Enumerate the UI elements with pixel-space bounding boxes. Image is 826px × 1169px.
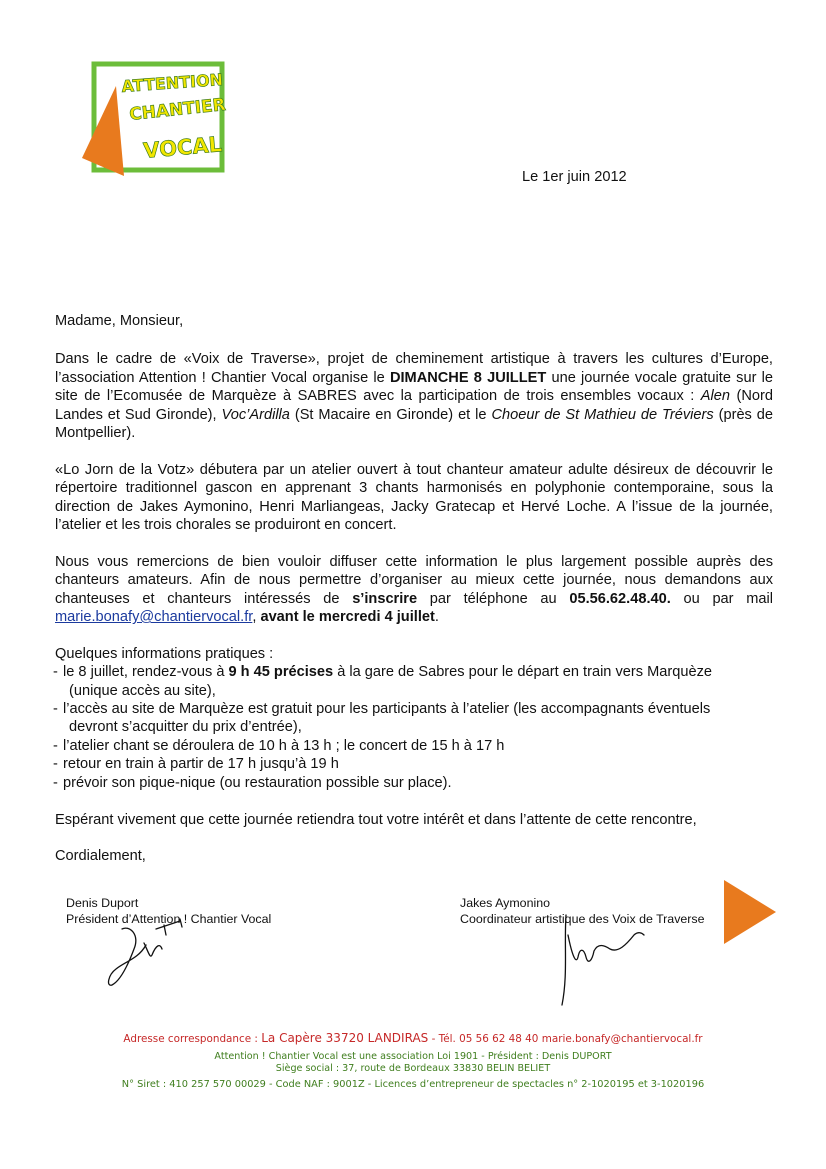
ensemble-alen: Alen bbox=[700, 388, 731, 405]
signer-name: Denis Duport bbox=[66, 896, 139, 910]
phone-number: 05.56.62.48.40. bbox=[569, 590, 671, 607]
greeting: Madame, Monsieur, bbox=[55, 313, 184, 329]
handwritten-signature-left bbox=[100, 915, 220, 995]
info-item: - retour en train à partir de 17 h jusqu’à 19 h bbox=[55, 755, 773, 773]
handwritten-signature-right bbox=[548, 905, 658, 1015]
p3-text-f: , bbox=[252, 609, 261, 626]
p1-text-i: (près de Montpellier). bbox=[55, 406, 774, 442]
info-item2-b: devront s’acquitter du prix d’entrée), bbox=[69, 719, 302, 736]
p1-text-a: Dans le cadre de «Voix de Traverse», projet de cheminement artistique à travers les cultures d’Europe, l’association Attention ! Chantier Vocal organise le bbox=[55, 351, 773, 386]
info-list bbox=[55, 663, 773, 792]
paragraph-registration bbox=[55, 553, 773, 627]
p1-text-e: (Nord Landes et Sud Gironde), bbox=[55, 388, 774, 423]
meeting-time: 9 h 45 précises bbox=[228, 664, 334, 681]
logo-graphic bbox=[82, 58, 250, 186]
footer-contact: - Tél. 05 56 62 48 40 marie.bonafy@chantiervocal.fr bbox=[428, 1033, 703, 1045]
p1-text-c: une journée vocale gratuite sur le site de l’Ecomusée de Marquèze à SABRES avec la participation de trois ensembles vocaux : bbox=[55, 369, 773, 405]
info-item1-c: à la gare de Sabres pour le départ en train vers Marquèze bbox=[333, 664, 713, 681]
register-keyword: s’inscrire bbox=[352, 590, 418, 607]
letter-date: Le 1er juin 2012 bbox=[522, 169, 627, 185]
email-link[interactable]: marie.bonafy@chantiervocal.fr bbox=[55, 609, 253, 626]
info-item1-d: (unique accès au site), bbox=[69, 682, 216, 699]
info-item bbox=[55, 663, 773, 700]
association-logo bbox=[82, 58, 250, 186]
deadline: avant le mercredi 4 juillet bbox=[260, 609, 435, 626]
p3-text-h: . bbox=[434, 609, 439, 626]
p1-event-date: DIMANCHE 8 JUILLET bbox=[389, 369, 547, 386]
ensemble-vocardilla: Voc’Ardilla bbox=[221, 406, 290, 423]
ensemble-choeur: Choeur de St Mathieu de Tréviers bbox=[491, 406, 714, 423]
paragraph-intro bbox=[55, 350, 773, 442]
info-heading: Quelques informations pratiques : bbox=[55, 645, 274, 662]
signer-title: Coordinateur artistique des Voix de Traverse bbox=[460, 912, 705, 926]
p3-text-a: Nous vous remercions de bien vouloir diffuser cette information le plus largement possible auprès des chanteurs amateurs. Afin de nous permettre d’organiser au mieux cette journée, nous demandons aux chanteuses et chanteurs intéressés de bbox=[55, 553, 773, 607]
footer-address-value: La Capère 33720 LANDIRAS bbox=[261, 1031, 429, 1045]
footer-association-line: Attention ! Chantier Vocal est une association Loi 1901 - Président : Denis DUPORT bbox=[214, 1051, 612, 1062]
logo-text-line2: CHANTIER bbox=[128, 94, 227, 125]
closing-sentence: Espérant vivement que cette journée retiendra tout votre intérêt et dans l’attente de cette rencontre, bbox=[55, 811, 697, 828]
info-item bbox=[55, 700, 773, 737]
logo-text-line1: ATTENTION bbox=[120, 69, 224, 96]
p3-text-e: ou par mail bbox=[670, 590, 773, 607]
info-item2-a: l’accès au site de Marquèze est gratuit pour les participants à l’atelier (les accompagnants éventuels bbox=[63, 701, 711, 718]
signer-title: Président d’Attention ! Chantier Vocal bbox=[66, 912, 272, 926]
footer-address-line bbox=[0, 1031, 826, 1047]
info-item1-a: le 8 juillet, rendez-vous à bbox=[63, 664, 229, 681]
info-item: - l’atelier chant se déroulera de 10 h à 13 h ; le concert de 15 h à 17 h bbox=[55, 737, 773, 755]
info-item: - prévoir son pique-nique (ou restauration possible sur place). bbox=[55, 774, 773, 792]
paragraph-program: «Lo Jorn de la Votz» débutera par un atelier ouvert à tout chanteur amateur adulte désireux de découvrir le répertoire traditionnel gascon en apprenant 3 chants harmonisés en polyphonie contemporaine, sous la direction de Jakes Aymonino, Henri Marliangeas, Jacky Gratecap et Hervé Loche. A l’issue de la journée, l’atelier et les trois chorales se produiront en concert. bbox=[55, 461, 773, 534]
footer-address-label: Adresse correspondance : bbox=[123, 1033, 262, 1045]
letter-body bbox=[55, 312, 773, 884]
logo-text-line3: VOCAL bbox=[142, 132, 223, 163]
decorative-triangle bbox=[722, 880, 778, 944]
logo-triangle bbox=[82, 86, 124, 176]
letter-footer bbox=[0, 1031, 826, 1092]
signer-name: Jakes Aymonino bbox=[460, 896, 551, 910]
p3-text-c: par téléphone au bbox=[417, 590, 570, 607]
footer-headquarters-line: Siège social : 37, route de Bordeaux 33830 BELIN BELIET bbox=[275, 1063, 551, 1074]
closing-salutation: Cordialement, bbox=[55, 848, 146, 865]
p1-text-g: (St Macaire en Gironde) et le bbox=[289, 406, 492, 423]
footer-legal-line: N° Siret : 410 257 570 00029 - Code NAF : 9001Z - Licences d’entrepreneur de spectacles n° 2-1020195 et 3-1020196 bbox=[121, 1079, 705, 1090]
